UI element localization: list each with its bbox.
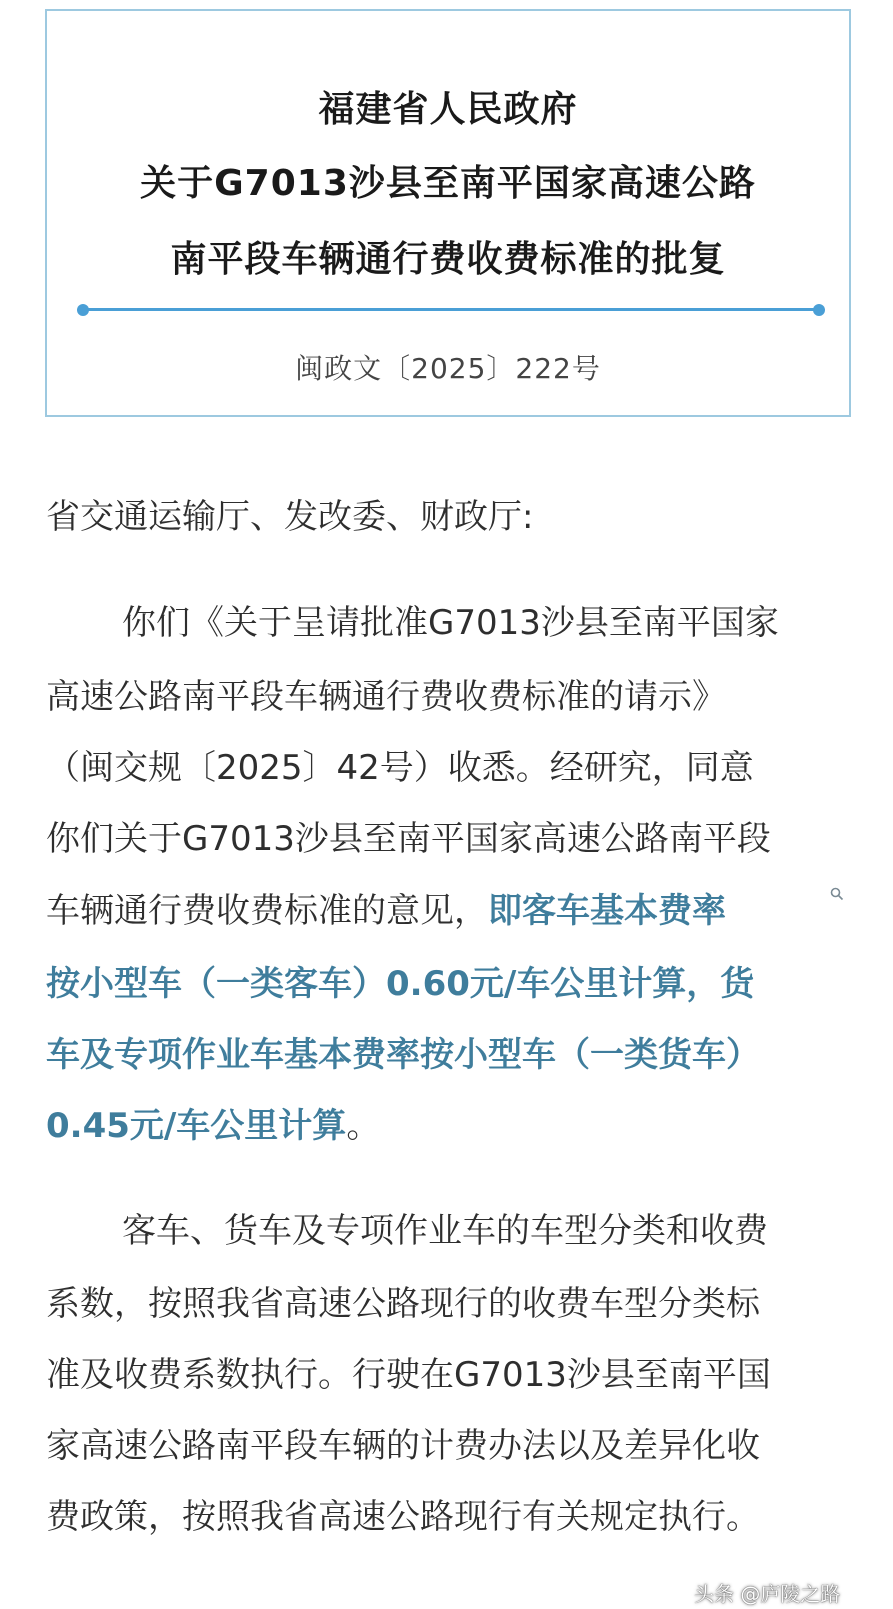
paragraph-2-line-3: 准及收费系数执行。行驶在G7013沙县至南平国 [46, 1355, 771, 1395]
divider-dot-right [813, 304, 825, 316]
paragraph-1-line-1: 你们《关于呈请批准G7013沙县至南平国家 [122, 603, 779, 643]
paragraph-1-line-5 [46, 891, 726, 931]
paragraph-2-line-4: 家高速公路南平段车辆的计费办法以及差异化收 [46, 1426, 760, 1466]
title-line-2: 关于G7013沙县至南平国家高速公路 [140, 163, 756, 204]
paragraph-1-line-2: 高速公路南平段车辆通行费收费标准的请示》 [46, 677, 726, 717]
header-divider [82, 308, 818, 311]
paragraph-2-line-1: 客车、货车及专项作业车的车型分类和收费 [122, 1211, 768, 1251]
highlight-text-4: 0.45元/车公里计算 [46, 1106, 347, 1146]
document-number: 闽政文〔2025〕222号 [295, 352, 601, 385]
paragraph-1-line-8 [46, 1106, 380, 1146]
title-line-1: 福建省人民政府 [318, 89, 578, 130]
paragraph-1-line-4: 你们关于G7013沙县至南平国家高速公路南平段 [46, 819, 771, 859]
paragraph-1-line-5-text: 车辆通行费收费标准的意见， [46, 891, 488, 931]
document-header-box [45, 9, 851, 417]
title-line-3: 南平段车辆通行费收费标准的批复 [170, 239, 726, 280]
watermark: 头条 @庐陵之路 [694, 1582, 841, 1606]
highlight-text-2: 按小型车（一类客车）0.60元/车公里计算，货 [46, 964, 755, 1004]
search-icon[interactable] [830, 887, 844, 901]
paragraph-1-line-8-end: 。 [346, 1106, 381, 1146]
divider-dot-left [77, 304, 89, 316]
highlight-text-1: 即客车基本费率 [488, 891, 726, 931]
addressee: 省交通运输厅、发改委、财政厅: [46, 497, 534, 537]
paragraph-2-line-5: 费政策，按照我省高速公路现行有关规定执行。 [46, 1497, 760, 1537]
highlight-text-3: 车及专项作业车基本费率按小型车（一类货车） [46, 1035, 760, 1075]
paragraph-2-line-2: 系数，按照我省高速公路现行的收费车型分类标 [46, 1284, 760, 1324]
paragraph-1-line-3: （闽交规〔2025〕42号）收悉。经研究，同意 [46, 748, 754, 788]
